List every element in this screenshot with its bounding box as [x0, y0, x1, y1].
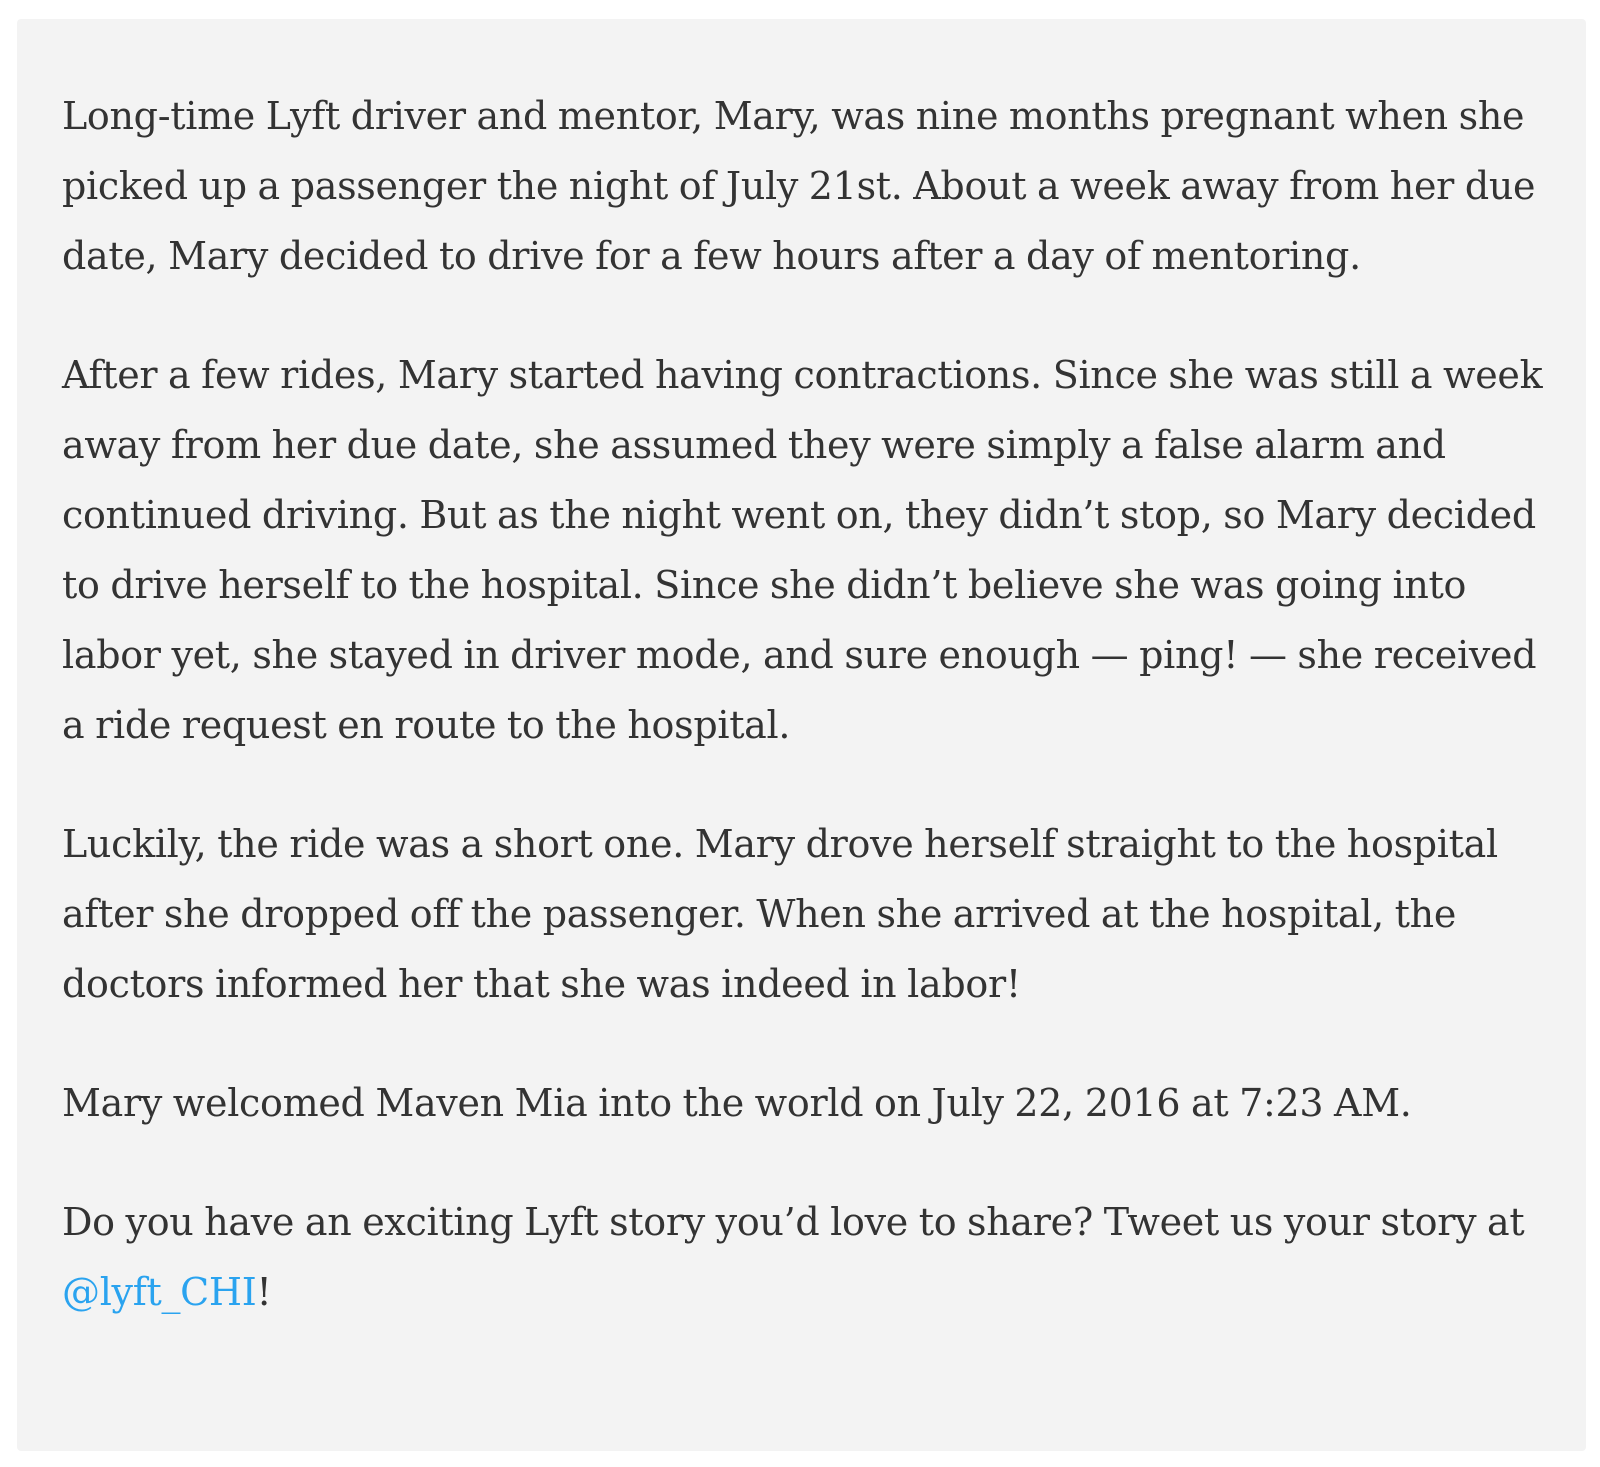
- paragraph-birth: Mary welcomed Maven Mia into the world on July 22, 2016 at 7:23 AM.: [62, 1081, 1412, 1125]
- closing-punctuation: !: [256, 1270, 272, 1314]
- paragraph-closing: [62, 1187, 1546, 1327]
- paragraph-contractions: After a few rides, Mary started having contractions. Since she was still a week away from her due date, she assumed they were simply a false alarm and continued driving. But as the night went on, they didn’t stop, so Mary decided to drive herself to the hospital. Since she didn’t believe she was going into labor yet, she stayed in driver mode, and sure enough — ping! — she received a ride request en route to the hospital.: [62, 353, 1543, 747]
- twitter-handle-link[interactable]: @lyft_CHI: [62, 1270, 257, 1314]
- article-box: [17, 19, 1586, 1451]
- paragraph-arrival: Luckily, the ride was a short one. Mary drove herself straight to the hospital after she dropped off the passenger. When she arrived at the hospital, the doctors informed her that she was indeed in labor!: [62, 822, 1498, 1006]
- closing-text: Do you have an exciting Lyft story you’d love to share? Tweet us your story at: [62, 1200, 1525, 1244]
- paragraph-intro: Long-time Lyft driver and mentor, Mary, was nine months pregnant when she picked up a passenger the night of July 21st. About a week away from her due date, Mary decided to drive for a few hours after a day of mentoring.: [62, 94, 1536, 278]
